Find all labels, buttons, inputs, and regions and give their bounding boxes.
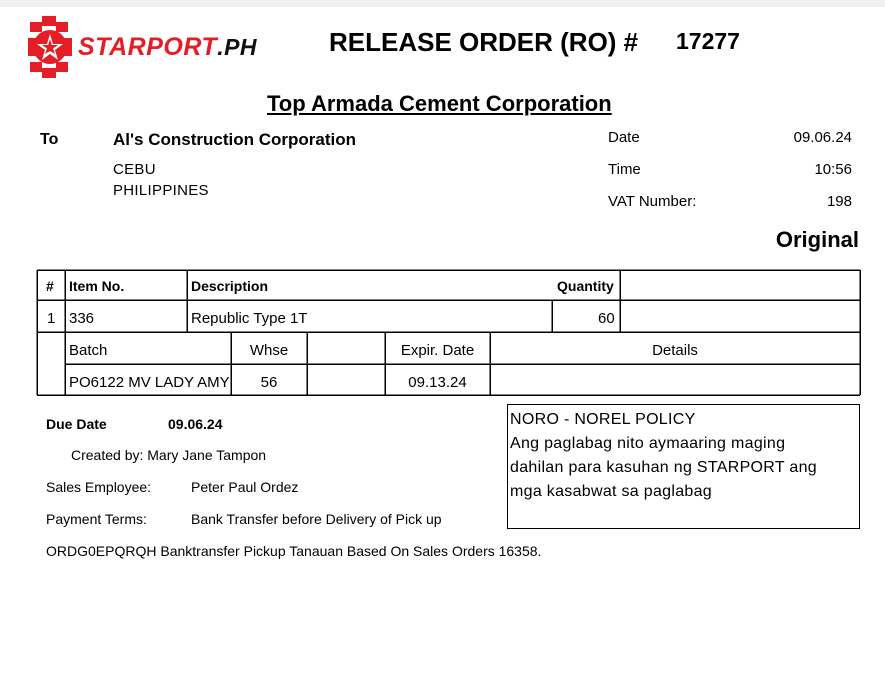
date-label: Date	[608, 129, 640, 146]
row-item-no: 336	[69, 310, 95, 327]
row-quantity: 60	[598, 310, 615, 327]
vat-value: 198	[826, 193, 852, 210]
vat-label: VAT Number:	[608, 193, 697, 210]
order-remarks: ORDG0EPQRQH Banktransfer Pickup Tanauan Based On Sales Orders 16358.	[46, 543, 542, 559]
sales-employee-value: Peter Paul Ordez	[191, 479, 299, 495]
copy-label: Original	[775, 227, 859, 252]
due-date-label: Due Date	[46, 416, 107, 432]
row-description: Republic Type 1T	[191, 310, 308, 327]
row-num: 1	[47, 310, 56, 327]
col-header-num: #	[46, 278, 54, 294]
col-header-description: Description	[191, 278, 269, 294]
policy-line-2: dahilan para kasuhan ng STARPORT ang	[510, 459, 817, 476]
payment-terms-value: Bank Transfer before Delivery of Pick up	[191, 511, 442, 527]
created-by: Created by: Mary Jane Tampon	[71, 447, 267, 463]
col-header-batch: Batch	[69, 342, 108, 359]
col-header-whse: Whse	[249, 342, 289, 359]
release-order-number: 17277	[676, 28, 740, 54]
to-label: To	[40, 131, 59, 148]
address-line-2: PHILIPPINES	[113, 182, 209, 199]
batch-value: PO6122 MV LADY AMY	[69, 374, 230, 391]
payment-terms-label: Payment Terms:	[46, 511, 147, 527]
logo-wordmark: STARPORT.PH	[78, 33, 258, 61]
col-header-quantity: Quantity	[557, 278, 614, 294]
time-value: 10:56	[814, 161, 852, 178]
policy-box	[507, 404, 860, 529]
customer-name: Al's Construction Corporation	[113, 130, 356, 149]
col-header-details: Details	[652, 342, 698, 359]
date-value: 09.06.24	[793, 129, 852, 146]
policy-line-3: mga kasabwat sa paglabag	[510, 483, 712, 500]
sales-employee-label: Sales Employee:	[46, 479, 152, 495]
address-line-1: CEBU	[113, 161, 156, 178]
col-header-item-no: Item No.	[69, 278, 125, 294]
col-header-expiry: Expir. Date	[400, 342, 475, 359]
starport-logo	[28, 16, 258, 78]
time-label: Time	[608, 161, 641, 178]
whse-value: 56	[260, 374, 278, 391]
expiry-value: 09.13.24	[408, 374, 467, 391]
policy-title: NORO - NOREL POLICY	[510, 411, 696, 428]
top-strip	[0, 0, 885, 7]
policy-line-1: Ang paglabag nito aymaaring maging	[510, 435, 786, 452]
document-title: RELEASE ORDER (RO) #	[329, 27, 639, 57]
company-name: Top Armada Cement Corporation	[267, 91, 612, 116]
due-date-value: 09.06.24	[168, 416, 223, 432]
